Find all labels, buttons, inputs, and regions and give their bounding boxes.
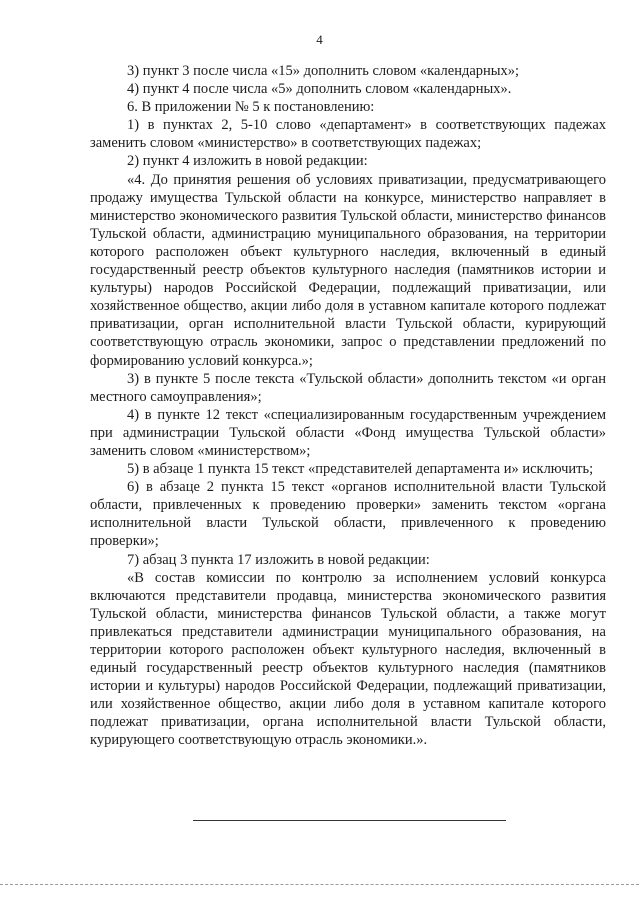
- paragraph-item-6: 6) в абзаце 2 пункта 15 текст «органов исполнительной власти Тульской области, привлеченных к проведению проверки» заменить текстом «органа исполнительной власти Тульской области, привлеченного к проведению проверки»;: [90, 479, 606, 550]
- paragraph-quoted-commission: «В состав комиссии по контролю за исполнением условий конкурса включаются представители продавца, министерства экономического развития Тульской области, министерства финансов Тульской области, а также могут привлекаться представители администрации муниципального образования, на территории которого расположен объект культурного наследия, включенный в единый государственный реестр объектов культурного наследия (памятников истории и культуры) народов Российской Федерации, подлежащий приватизации, или хозяйственное общество, акции либо доля в уставном капитале которого подлежат приватизации, органа исполнительной власти Тульской области, курирующего соответствующую отрасль экономики.».: [90, 569, 606, 749]
- paragraph-item-4: 4) в пункте 12 текст «специализированным государственным учреждением при администрации Тульской области «Фонд имущества Тульской области» заменить словом «министерством»;: [90, 406, 606, 459]
- paragraph-section-6-heading: 6. В приложении № 5 к постановлению:: [127, 99, 375, 116]
- paragraph-item-2: 2) пункт 4 изложить в новой редакции:: [127, 153, 368, 170]
- paragraph-item-1: 1) в пунктах 2, 5-10 слово «департамент» в соответствующих падежах заменить словом «министерство» в соответствующих падежах;: [90, 117, 606, 152]
- paragraph-quoted-point-4: «4. До принятия решения об условиях приватизации, предусматривающего продажу имущества Тульской области на конкурсе, министерство направляет в министерство экономического развития Тульской области, министерство финансов Тульской области, администрацию муниципального образования, на территории которого расположен объект культурного наследия, включенный в единый государственный реестр объектов культурного наследия (памятников истории и культуры) народов Российской Федерации, подлежащий приватизации, или хозяйственное общество, акции либо доля в уставном капитале которого подлежат приватизации, орган исполнительной власти Тульской области, курирующий соответствующую отрасль экономики, запрос о представлении предложений по формированию условий конкурса.»;: [90, 171, 606, 369]
- paragraph-item-4-of-section-4: 4) пункт 4 после числа «5» дополнить словом «календарных».: [127, 81, 512, 98]
- closing-rule: [193, 820, 506, 821]
- page-number: 4: [316, 32, 323, 47]
- scan-edge-line: [0, 884, 639, 885]
- paragraph-item-7: 7) абзац 3 пункта 17 изложить в новой редакции:: [127, 551, 430, 568]
- paragraph-item-3-of-section-4: 3) пункт 3 после числа «15» дополнить словом «календарных»;: [127, 63, 520, 79]
- paragraph-item-5: 5) в абзаце 1 пункта 15 текст «представителей департамента и» исключить;: [127, 461, 594, 478]
- paragraph-item-3: 3) в пункте 5 после текста «Тульской области» дополнить текстом «и орган местного самоуправления»;: [90, 370, 606, 405]
- document-body: [90, 62, 606, 750]
